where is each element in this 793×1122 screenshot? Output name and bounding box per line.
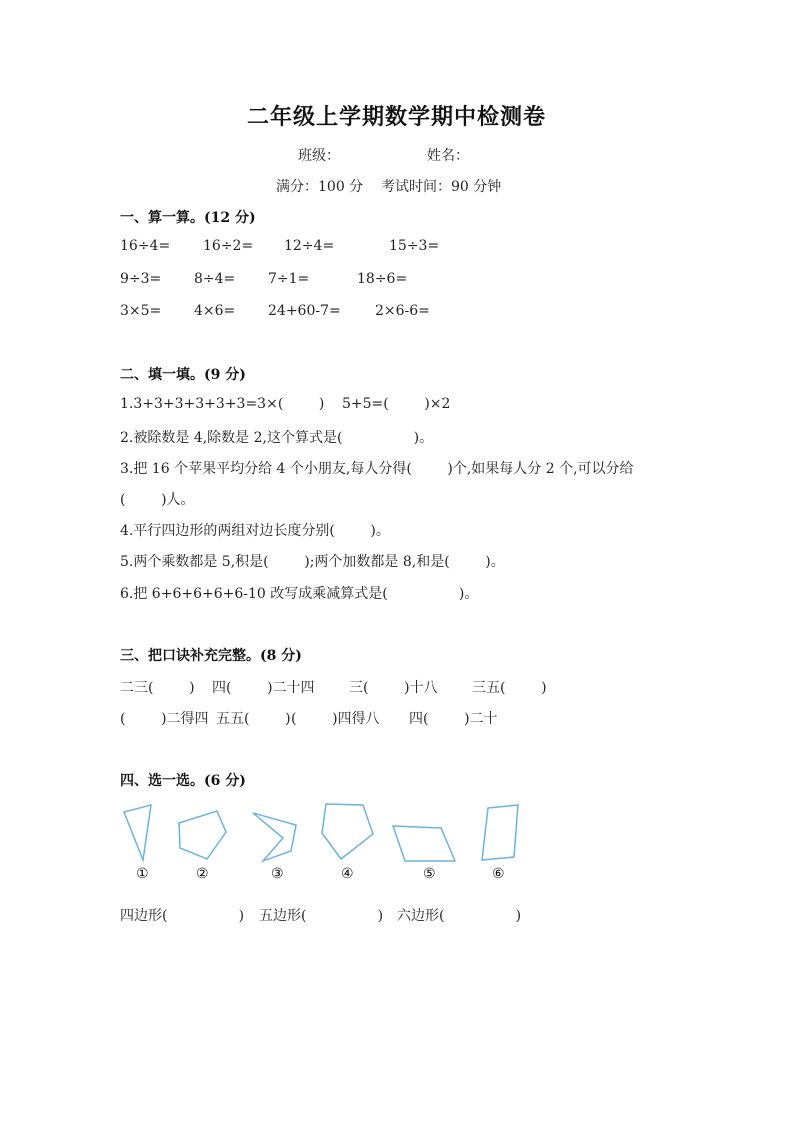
shape-5-parallelogram <box>393 826 455 861</box>
shape-3-concave <box>253 813 296 861</box>
calc-item: 2×6-6= <box>375 303 430 319</box>
rhyme-item: 三五( ) <box>472 680 547 696</box>
rhyme-item: 四( )二十 <box>409 711 498 727</box>
calc-item: 12÷4= <box>284 238 335 254</box>
shape-number-1: ① <box>136 866 149 882</box>
calc-item: 18÷6= <box>357 271 408 287</box>
shape-number-2: ② <box>196 866 209 882</box>
class-label: 班级： <box>298 148 340 164</box>
fill-item-4: 4.平行四边形的两组对边长度分别( )。 <box>120 523 390 539</box>
calc-item: 16÷2= <box>203 238 254 254</box>
rhyme-item: 四( )二十四 <box>212 680 315 696</box>
polygon-figures <box>110 800 530 870</box>
shape-2-pentagon <box>179 811 226 859</box>
shape-1-triangle <box>124 805 151 860</box>
section-4-heading: 四、选一选。(6 分) <box>120 773 246 789</box>
shape-4-pentagon <box>322 804 373 859</box>
fill-item-3-cont: ( )人。 <box>120 492 195 508</box>
answer-quadrilateral: 四边形( ) <box>120 908 245 924</box>
rhyme-item: 三( )十八 <box>349 680 438 696</box>
rhyme-item: 五五( ) <box>216 711 291 727</box>
fill-item-6: 6.把 6+6+6+6+6-10 改写成乘减算式是( )。 <box>120 586 479 602</box>
calc-item: 7÷1= <box>268 271 310 287</box>
page-title: 二年级上学期数学期中检测卷 <box>246 104 546 130</box>
shape-number-5: ⑤ <box>423 866 436 882</box>
fill-item-1a: 1.3+3+3+3+3+3=3×( ) <box>120 396 325 412</box>
fill-item-5: 5.两个乘数都是 5,积是( );两个加数都是 8,和是( )。 <box>120 554 505 570</box>
calc-item: 16÷4= <box>120 238 171 254</box>
fill-item-3: 3.把 16 个苹果平均分给 4 个小朋友,每人分得( )个,如果每人分 2 个,可以分给 <box>120 461 634 477</box>
section-3-heading: 三、把口诀补充完整。(8 分) <box>120 648 302 664</box>
shape-number-3: ③ <box>271 866 284 882</box>
section-1-heading: 一、算一算。(12 分) <box>120 210 256 226</box>
answer-hexagon: 六边形( ) <box>397 908 522 924</box>
calc-item: 3×5= <box>120 303 162 319</box>
calc-item: 9÷3= <box>120 271 162 287</box>
shape-number-6: ⑥ <box>492 866 505 882</box>
calc-item: 15÷3= <box>389 238 440 254</box>
exam-info: 满分：100 分 考试时间：90 分钟 <box>276 179 502 195</box>
answer-pentagon: 五边形( ) <box>259 908 384 924</box>
calc-item: 4×6= <box>194 303 236 319</box>
fill-item-1b: 5+5=( )×2 <box>342 396 451 412</box>
shape-6-quadrilateral <box>482 805 518 860</box>
rhyme-item: 二三( ) <box>120 680 195 696</box>
rhyme-item: ( )四得八 <box>291 711 380 727</box>
fill-item-2: 2.被除数是 4,除数是 2,这个算式是( )。 <box>120 430 434 446</box>
calc-item: 24+60-7= <box>268 303 341 319</box>
rhyme-item: ( )二得四 <box>120 711 209 727</box>
shape-number-4: ④ <box>341 866 354 882</box>
section-2-heading: 二、填一填。(9 分) <box>120 367 246 383</box>
calc-item: 8÷4= <box>194 271 236 287</box>
name-label: 姓名： <box>427 148 469 164</box>
